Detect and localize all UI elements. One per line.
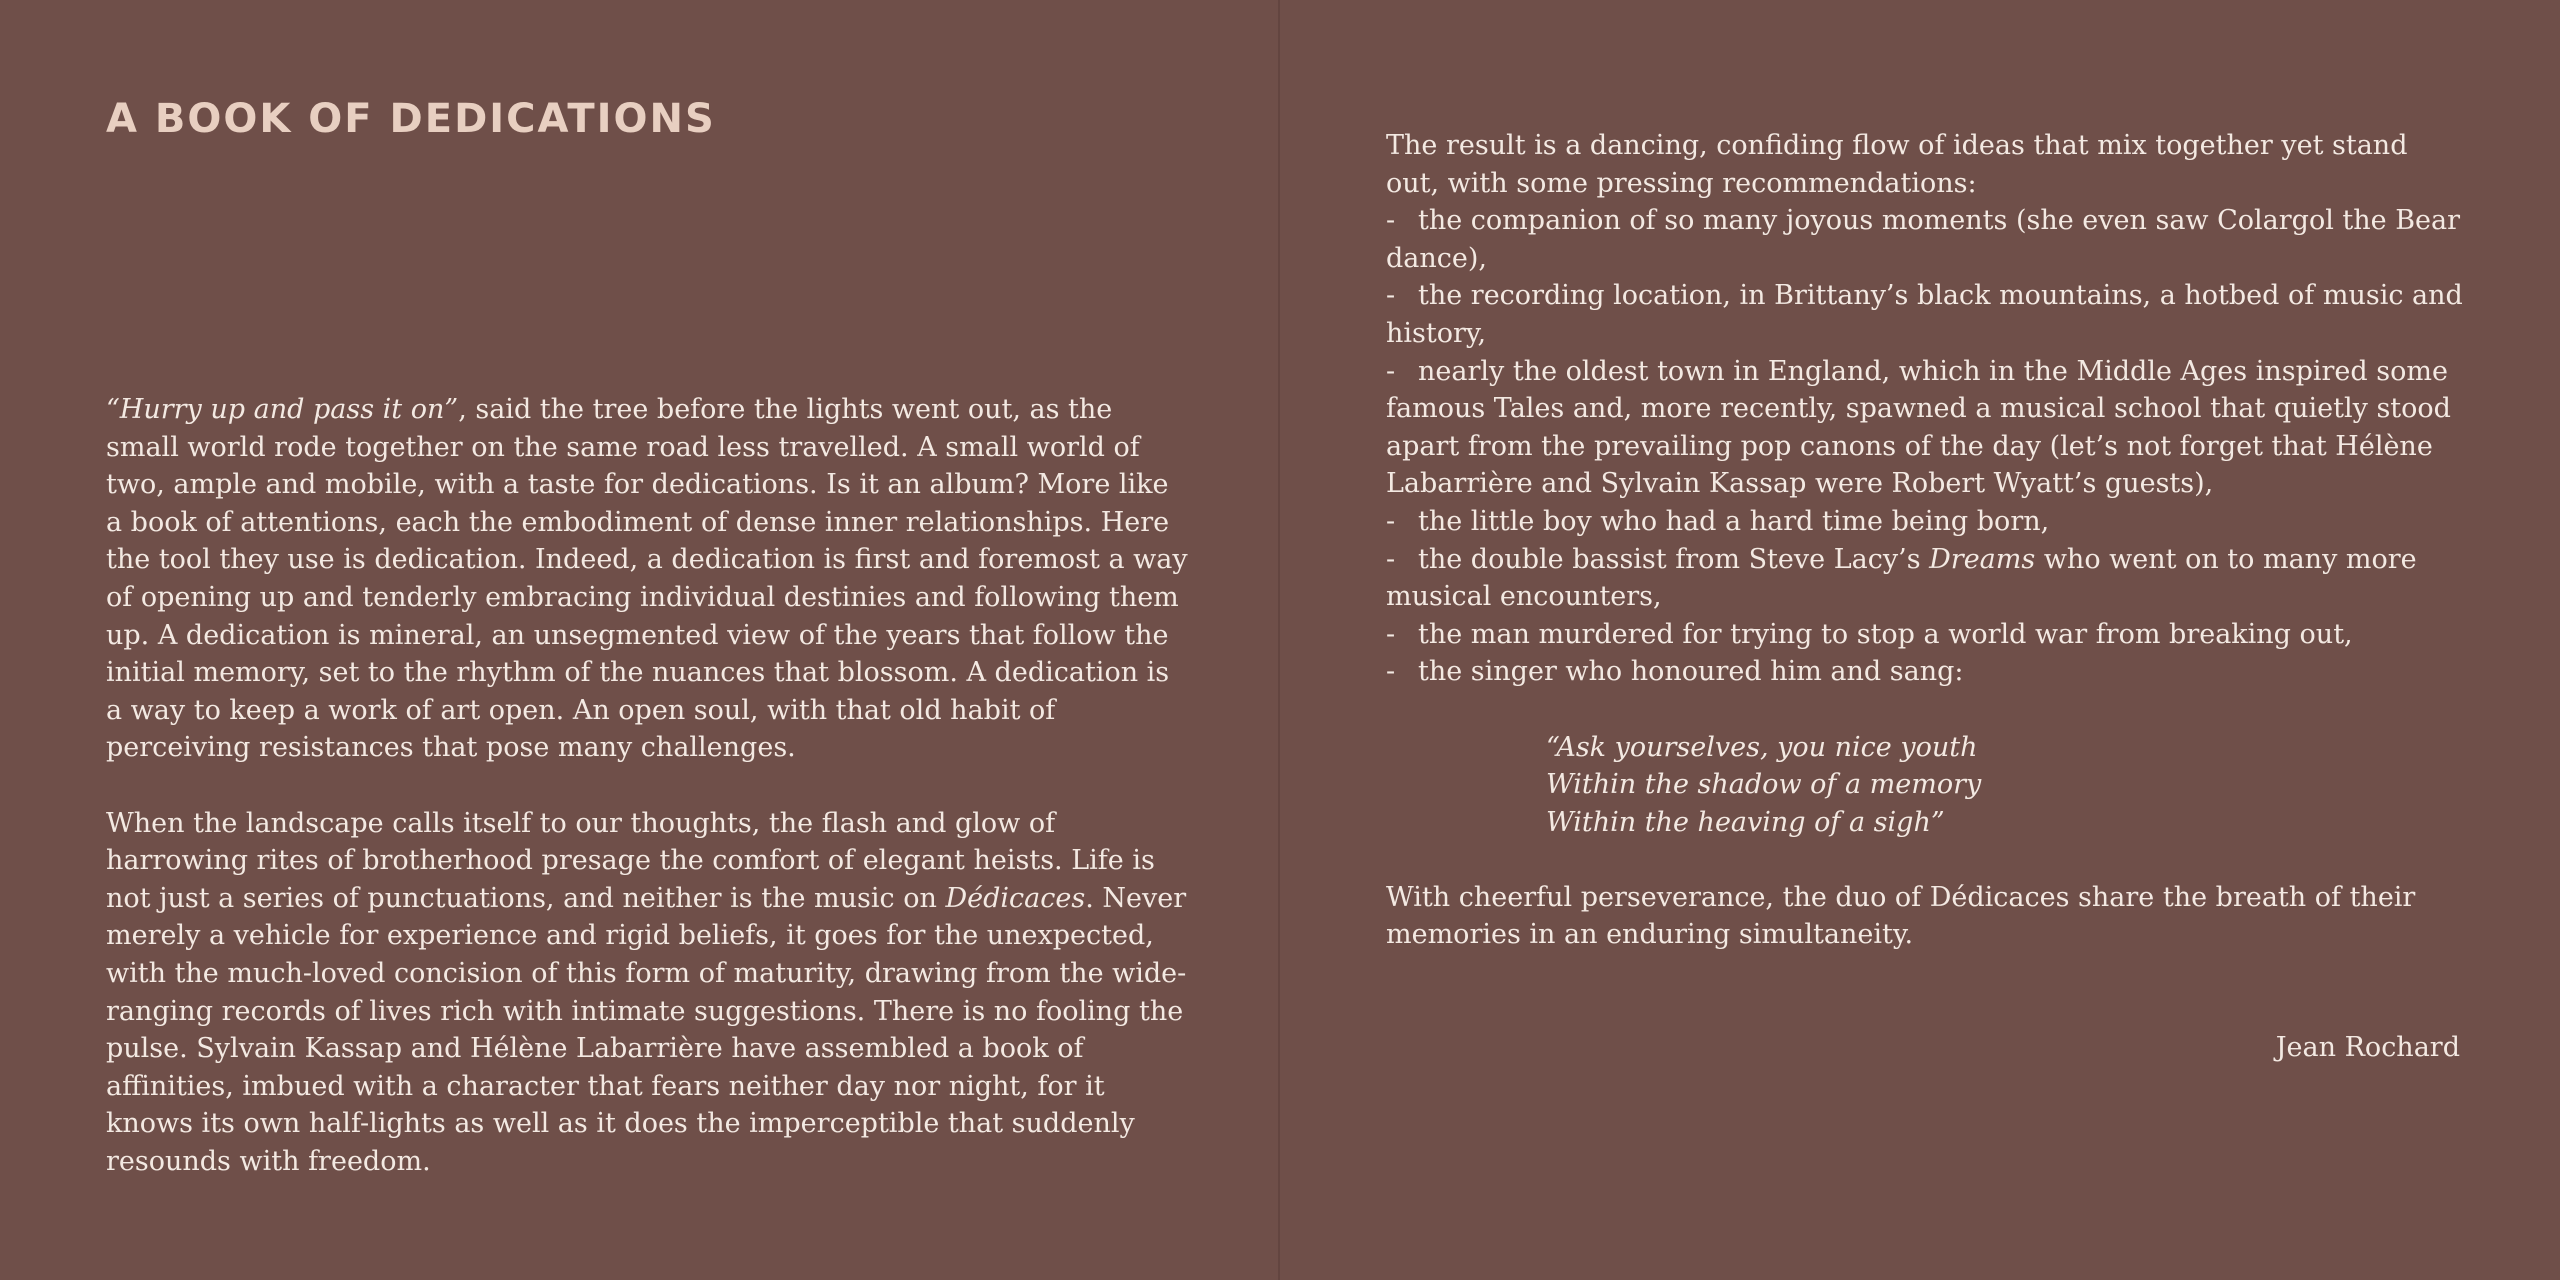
dreams-title: Dreams	[1929, 543, 2036, 575]
paragraph-2-text-end: . Never merely a vehicle for experience and rigid beliefs, it goes for the unexpected, with the much-loved concision of this form of maturity, drawing from the wide-ranging records of lives rich with intimate suggestions. There is no fooling the pulse. Sylvain Kassap and Hélène Labarrière have assembled a book of affinities, imbued with a character that fears neither day nor night, for it knows its own half-lights as well as it does the imperceptible that suddenly resounds with freedom.	[106, 882, 1187, 1177]
dash-marker: -	[1386, 618, 1396, 650]
dash-marker: -	[1386, 543, 1396, 575]
dash-marker: -	[1386, 355, 1396, 387]
left-body-text	[106, 391, 1191, 1180]
intro-paragraph: The result is a dancing, confiding flow of ideas that mix together yet stand out, with some pressing recommendations:	[1386, 130, 2408, 199]
quote-line: Within the shadow of a memory	[1546, 769, 1982, 801]
paragraph-1-text: , said the tree before the lights went out, as the small world rode together on the same road less travelled. A small world of two, ample and mobile, with a taste for dedications. Is it an album? More like a book of attentions, each the embodiment of dense inner relationships. Here the tool they use is dedication. Indeed, a dedication is first and foremost a way of opening up and tenderly embracing individual destinies and following them up. A dedication is mineral, an unsegmented view of the years that follow the initial memory, set to the rhythm of the nuances that blossom. A dedication is a way to keep a work of art open. An open soul, with that old habit of perceiving resistances that pose many challenges.	[106, 394, 1188, 764]
paragraph-1	[106, 391, 1191, 767]
list-item-text: the companion of so many joyous moments (she even saw Colargol the Bear dance),	[1386, 205, 2461, 274]
list-item	[1386, 541, 2466, 616]
paragraph-2-text-start: When the landscape calls itself to our thoughts, the flash and glow of harrowing rites of brotherhood presage the comfort of elegant heists. Life is not just a series of punctuations, and neither is the music on	[106, 807, 1155, 914]
album-title: Dédicaces	[945, 882, 1086, 914]
list-item-text: the man murdered for trying to stop a world war from breaking out,	[1418, 618, 2353, 650]
dash-marker: -	[1386, 656, 1396, 688]
list-item-text: the little boy who had a hard time being born,	[1418, 505, 2050, 537]
recommendation-list	[1386, 202, 2466, 691]
list-item	[1386, 277, 2466, 352]
song-quote	[1546, 729, 2466, 842]
quote-line: “Ask yourselves, you nice youth	[1546, 731, 1978, 763]
list-item-text: the recording location, in Brittany’s black mountains, a hotbed of music and history,	[1386, 280, 2463, 349]
list-item	[1386, 616, 2466, 654]
list-item-text-end: who went on to many more musical encounters,	[1386, 543, 2417, 613]
right-body-text	[1386, 127, 2466, 1067]
closing-paragraph: With cheerful perseverance, the duo of Dédicaces share the breath of their memories in an enduring simultaneity.	[1386, 881, 2416, 951]
list-item	[1386, 353, 2466, 503]
opening-quote: “Hurry up and pass it on”	[106, 394, 459, 425]
list-item-text: nearly the oldest town in England, which in the Middle Ages inspired some famous Tales and, more recently, spawned a musical school that quietly stood apart from the prevailing pop canons of the day (let’s not forget that Hélène Labarrière and Sylvain Kassap were Robert Wyatt’s guests),	[1386, 355, 2451, 500]
list-item-text: the singer who honoured him and sang:	[1418, 656, 1964, 688]
quote-line: Within the heaving of a sigh”	[1546, 806, 1945, 838]
list-item	[1386, 503, 2466, 541]
list-item	[1386, 202, 2466, 277]
dash-marker: -	[1386, 280, 1396, 312]
right-page	[1280, 0, 2560, 1280]
page-title: A BOOK OF DEDICATIONS	[106, 96, 716, 142]
dash-marker: -	[1386, 205, 1396, 237]
list-item	[1386, 653, 2466, 691]
dash-marker: -	[1386, 505, 1396, 537]
paragraph-2	[106, 805, 1191, 1181]
list-item-text-start: the double bassist from Steve Lacy’s	[1418, 543, 1930, 575]
author-signature: Jean Rochard	[2275, 1032, 2460, 1064]
